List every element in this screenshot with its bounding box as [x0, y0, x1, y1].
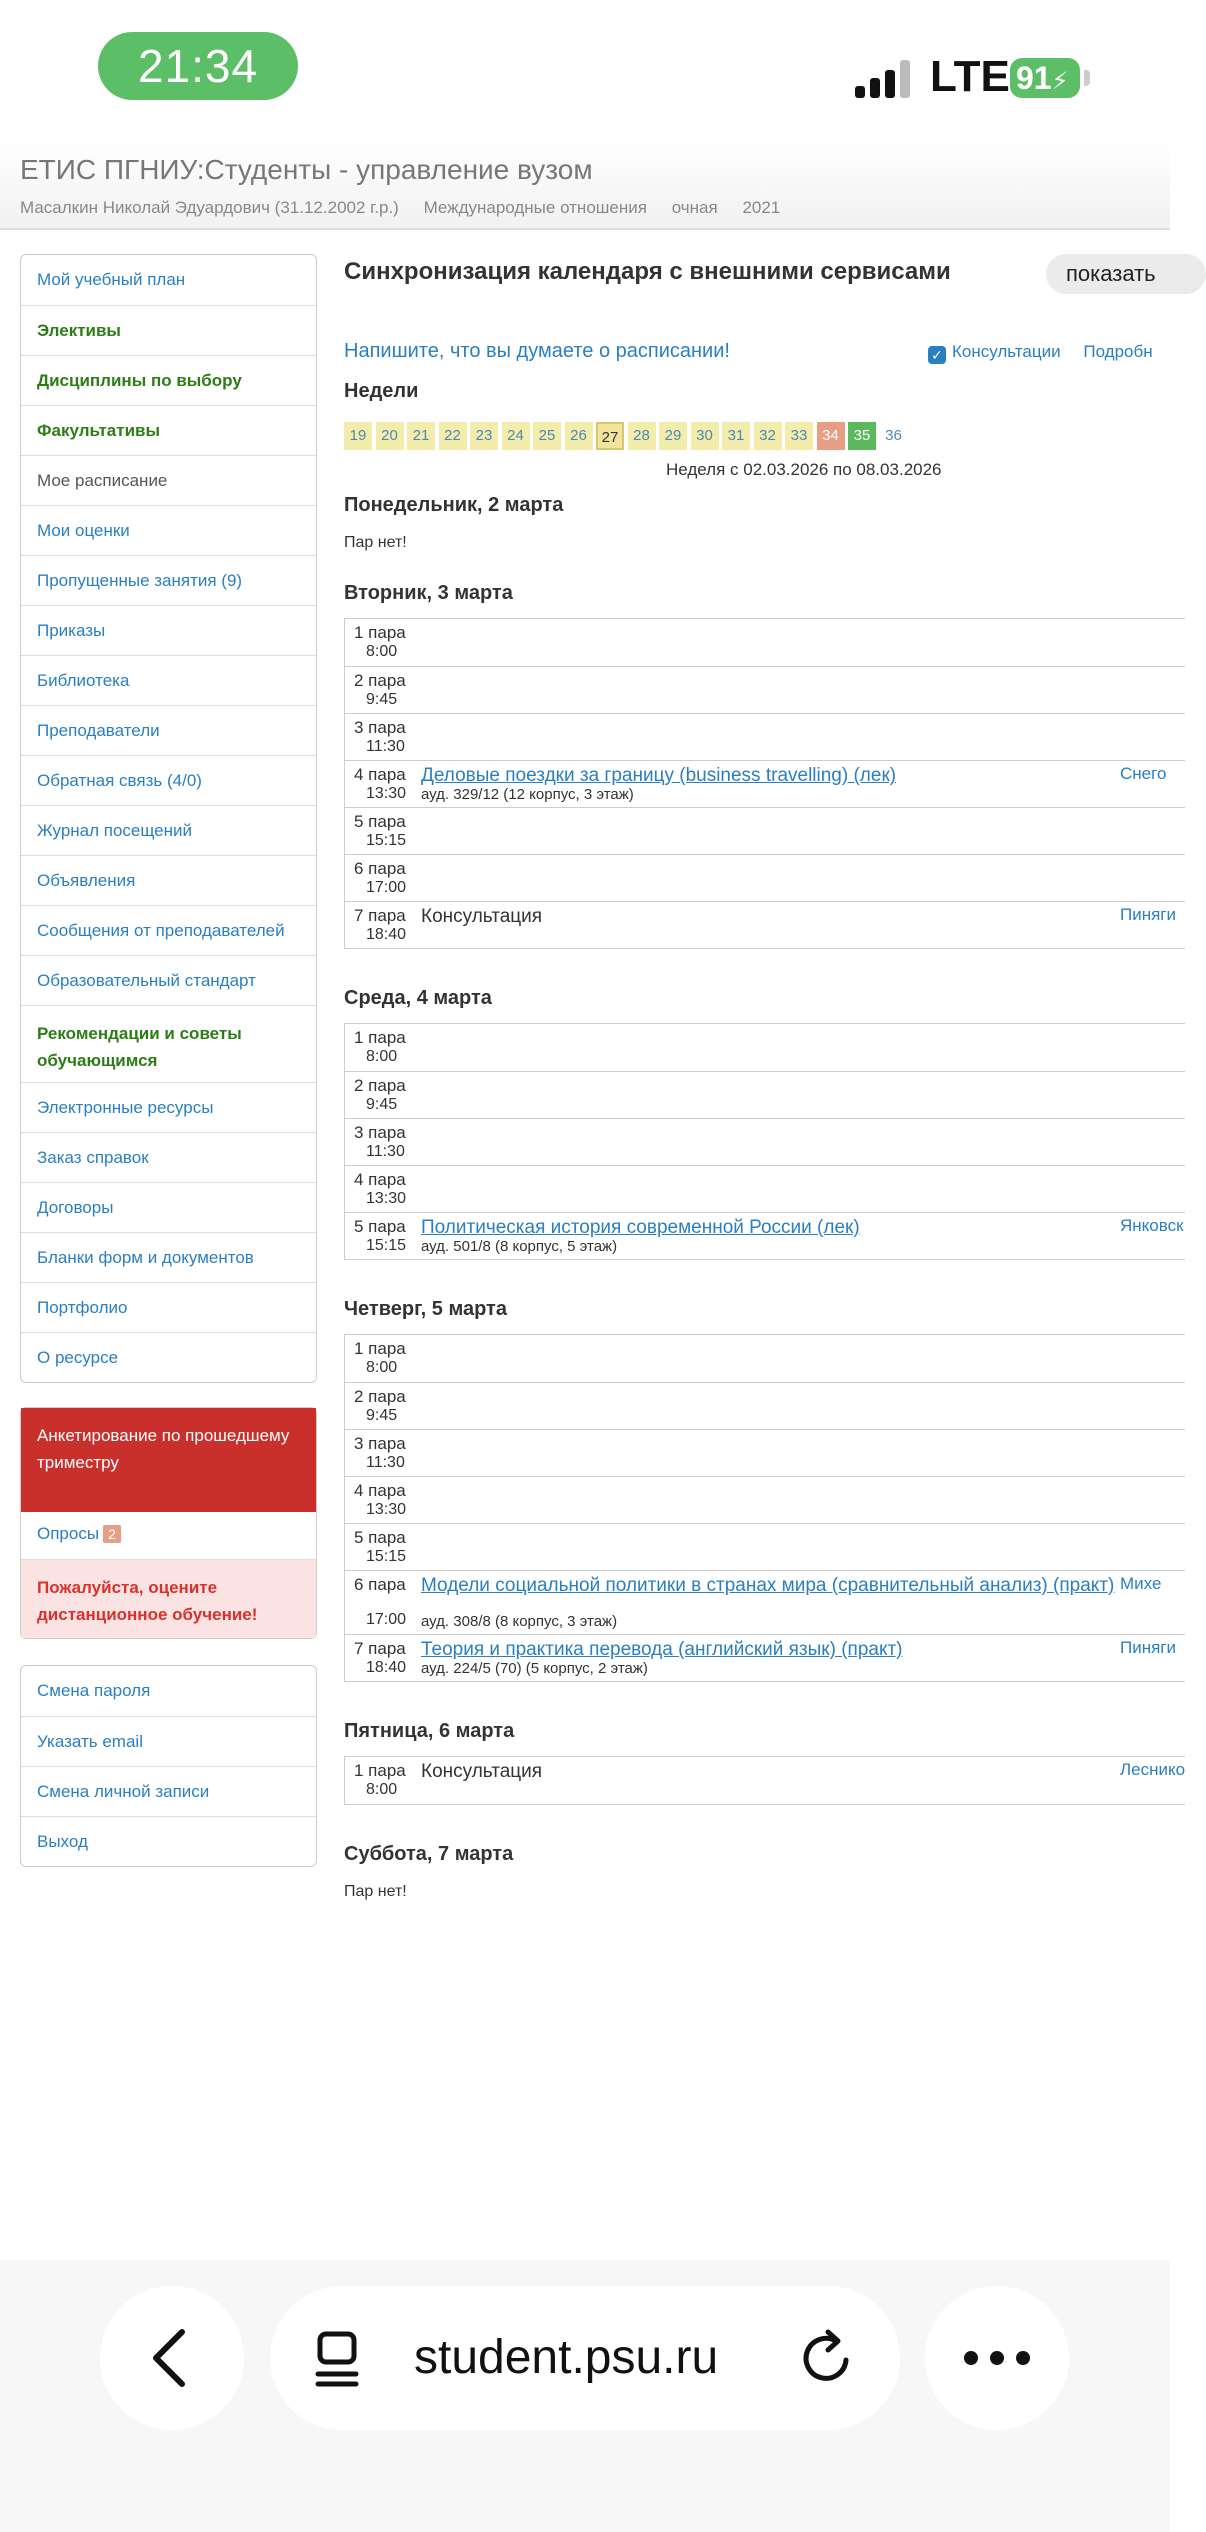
period-number: 4 пара	[354, 1170, 406, 1189]
period-number: 5 пара	[354, 812, 406, 831]
room-info: ауд. 501/8 (8 корпус, 5 этаж)	[421, 1238, 618, 1255]
sidebar-item[interactable]: Договоры	[21, 1182, 316, 1232]
week-29[interactable]: 29	[659, 422, 687, 450]
teacher-link[interactable]: Пиняги	[1120, 905, 1177, 924]
table-row	[345, 1476, 1185, 1523]
no-classes-text: Пар нет!	[344, 534, 407, 551]
site-title: ЕТИС ПГНИУ:Студенты - управление вузом	[20, 154, 593, 185]
table-row	[345, 1024, 1185, 1071]
account-nav	[20, 1665, 317, 1867]
week-34[interactable]: 34	[817, 422, 845, 450]
week-26[interactable]: 26	[565, 422, 593, 450]
sidebar-nav	[20, 254, 317, 1383]
sidebar-item[interactable]: Мой учебный план	[37, 270, 186, 289]
sidebar-item[interactable]: Рекомендации и советы обучающимся	[21, 1005, 316, 1082]
sidebar-item[interactable]: Элективы	[21, 305, 316, 355]
week-19[interactable]: 19	[344, 422, 372, 450]
table-row	[345, 854, 1185, 901]
period-time: 9:45	[366, 1096, 398, 1113]
table-row	[345, 760, 1185, 807]
week-23[interactable]: 23	[470, 422, 498, 450]
sidebar-item[interactable]: Мое расписание	[21, 455, 316, 505]
sidebar-item[interactable]: Журнал посещений	[21, 805, 316, 855]
feedback-link[interactable]: Напишите, что вы думаете о расписании!	[344, 340, 730, 362]
teacher-link[interactable]: Снего	[1120, 764, 1167, 783]
student-program: Международные отношения	[423, 198, 647, 217]
day-title: Пятница, 6 марта	[344, 1720, 515, 1742]
teacher-link[interactable]: Леснико	[1120, 1760, 1186, 1779]
sidebar-item[interactable]: Мои оценки	[21, 505, 316, 555]
sidebar-item[interactable]: Приказы	[21, 605, 316, 655]
week-33[interactable]: 33	[785, 422, 813, 450]
consult-label[interactable]: Консультации	[952, 342, 1061, 361]
week-20[interactable]: 20	[376, 422, 404, 450]
reload-icon[interactable]	[790, 2286, 870, 2430]
teacher-link[interactable]: Янковск	[1120, 1216, 1184, 1235]
table-row	[345, 713, 1185, 760]
sidebar-item[interactable]: Факультативы	[21, 405, 316, 455]
table-row	[345, 807, 1185, 854]
period-number: 7 пара	[354, 1639, 406, 1658]
period-time: 8:00	[366, 1359, 398, 1376]
site-header	[0, 140, 1170, 230]
schedule-table	[344, 1334, 1185, 1682]
week-27[interactable]: 27	[596, 422, 624, 450]
survey-title[interactable]: Анкетирование по прошедшему триместру	[21, 1408, 316, 1512]
sidebar-item[interactable]: Пропущенные занятия (9)	[21, 555, 316, 605]
period-time: 15:15	[366, 1237, 407, 1254]
sidebar-item[interactable]: Электронные ресурсы	[21, 1082, 316, 1132]
more-icon	[925, 2286, 1069, 2430]
student-info	[20, 198, 800, 218]
teacher-link[interactable]: Пиняги	[1120, 1638, 1177, 1657]
schedule-table	[344, 1756, 1185, 1805]
period-time: 8:00	[366, 643, 398, 660]
period-time: 11:30	[366, 1143, 405, 1160]
week-30[interactable]: 30	[691, 422, 719, 450]
sidebar-item[interactable]: Дисциплины по выбору	[21, 355, 316, 405]
period-time: 15:15	[366, 832, 407, 849]
sidebar-item[interactable]: Заказ справок	[21, 1132, 316, 1182]
polls-count-badge: 2	[103, 1525, 121, 1543]
week-21[interactable]: 21	[407, 422, 435, 450]
period-number: 4 пара	[354, 1481, 406, 1500]
period-number: 3 пара	[354, 1434, 406, 1453]
period-number: 5 пара	[354, 1217, 406, 1236]
student-name: Масалкин Николай Эдуардович (31.12.2002 г.р.)	[20, 198, 399, 217]
url-text[interactable]: student.psu.ru	[414, 2331, 719, 2384]
sidebar-item[interactable]: Обратная связь (4/0)	[21, 755, 316, 805]
schedule-table	[344, 618, 1185, 949]
week-22[interactable]: 22	[439, 422, 467, 450]
status-time: 21:34	[98, 32, 298, 100]
period-time: 8:00	[366, 1781, 398, 1798]
period-time: 15:15	[366, 1548, 407, 1565]
reader-icon[interactable]	[270, 2286, 414, 2430]
period-number: 7 пара	[354, 906, 406, 925]
consult-filter[interactable]	[928, 342, 1153, 364]
survey-warning[interactable]: Пожалуйста, оцените дистанционное обучение!	[21, 1560, 316, 1638]
week-24[interactable]: 24	[502, 422, 530, 450]
battery-tip	[1084, 70, 1090, 86]
checkbox-checked-icon[interactable]: ✓	[928, 346, 946, 364]
table-row	[345, 619, 1185, 666]
sidebar-item[interactable]: О ресурсе	[21, 1332, 316, 1382]
day-title: Четверг, 5 марта	[344, 1298, 507, 1320]
room-info: ауд. 224/5 (70) (5 корпус, 2 этаж)	[421, 1660, 648, 1677]
battery-level: 91	[1016, 60, 1052, 96]
period-time: 17:00	[366, 1611, 407, 1628]
subject-link[interactable]: Модели социальной политики в странах мира (сравнительный анализ) (практ)	[421, 1575, 1115, 1596]
period-number: 2 пара	[354, 1387, 406, 1406]
polls-link[interactable]	[21, 1512, 316, 1560]
period-number: 1 пара	[354, 1761, 406, 1780]
day-title: Вторник, 3 марта	[344, 582, 513, 604]
sidebar-item[interactable]: Образовательный стандарт	[21, 955, 316, 1005]
sidebar-item[interactable]: Объявления	[21, 855, 316, 905]
survey-panel	[20, 1407, 317, 1639]
weeks-title: Недели	[344, 380, 419, 402]
period-number: 2 пара	[354, 671, 406, 690]
no-classes-text: Пар нет!	[344, 1883, 407, 1900]
table-row	[345, 1212, 1185, 1259]
address-bar[interactable]	[270, 2286, 900, 2430]
period-number: 3 пара	[354, 1123, 406, 1142]
period-time: 13:30	[366, 1190, 407, 1207]
period-number: 3 пара	[354, 718, 406, 737]
sidebar-item[interactable]: Библиотека	[21, 655, 316, 705]
week-32[interactable]: 32	[754, 422, 782, 450]
details-link[interactable]: Подробн	[1083, 342, 1153, 361]
period-number: 2 пара	[354, 1076, 406, 1095]
subject-link[interactable]: Деловые поездки за границу (business travelling) (лек)	[421, 765, 897, 786]
period-time: 9:45	[366, 691, 398, 708]
back-button[interactable]	[100, 2286, 244, 2430]
week-31[interactable]: 31	[722, 422, 750, 450]
sync-title: Синхронизация календаря с внешними сервисами	[344, 258, 951, 285]
period-number: 1 пара	[354, 1339, 406, 1358]
sidebar-item[interactable]: Портфолио	[21, 1282, 316, 1332]
day-title: Понедельник, 2 марта	[344, 494, 564, 516]
sidebar-item[interactable]: Сообщения от преподавателей	[21, 905, 316, 955]
day-title: Суббота, 7 марта	[344, 1843, 514, 1865]
table-row	[345, 1118, 1185, 1165]
table-row	[345, 1634, 1185, 1681]
table-row	[345, 1335, 1185, 1382]
account-item[interactable]: Смена пароля	[37, 1681, 151, 1700]
week-range: Неделя с 02.03.2026 по 08.03.2026	[666, 460, 942, 479]
status-bar	[0, 0, 1170, 140]
period-time: 13:30	[366, 785, 407, 802]
student-form: очная	[671, 198, 718, 217]
week-28[interactable]: 28	[628, 422, 656, 450]
period-time: 11:30	[366, 1454, 405, 1471]
subject-link[interactable]: Теория и практика перевода (английский язык) (практ)	[421, 1639, 903, 1660]
schedule-table	[344, 1023, 1185, 1260]
table-row	[345, 1071, 1185, 1118]
period-number: 6 пара	[354, 859, 406, 878]
sidebar-item[interactable]: Бланки форм и документов	[21, 1232, 316, 1282]
subject-link[interactable]: Политическая история современной России (лек)	[421, 1217, 860, 1238]
sidebar-item[interactable]: Преподаватели	[21, 705, 316, 755]
polls-label[interactable]: Опросы	[37, 1524, 100, 1543]
table-row	[345, 666, 1185, 713]
day-title: Среда, 4 марта	[344, 987, 492, 1009]
account-item[interactable]: Смена личной записи	[21, 1766, 316, 1816]
period-time: 11:30	[366, 738, 405, 755]
signal-icon	[855, 60, 915, 98]
table-row	[345, 1165, 1185, 1212]
table-row	[345, 901, 1185, 948]
period-number: 1 пара	[354, 623, 406, 642]
battery-icon: 91⚡	[1010, 58, 1080, 98]
period-time: 9:45	[366, 1407, 398, 1424]
student-year: 2021	[742, 198, 781, 217]
period-number: 1 пара	[354, 1028, 406, 1047]
network-label: LTE	[930, 52, 1010, 101]
account-item[interactable]: Выход	[21, 1816, 316, 1866]
period-number: 6 пара	[354, 1575, 406, 1594]
week-36[interactable]: 36	[885, 427, 902, 444]
subject-text: Консультация	[421, 1761, 543, 1782]
account-item[interactable]: Указать email	[21, 1716, 316, 1766]
period-time: 18:40	[366, 926, 407, 943]
subject-text: Консультация	[421, 906, 543, 927]
more-button[interactable]	[925, 2286, 1069, 2430]
sidebar	[20, 254, 317, 1867]
period-number: 5 пара	[354, 1528, 406, 1547]
period-time: 17:00	[366, 879, 407, 896]
table-row	[345, 1429, 1185, 1476]
chevron-left-icon	[100, 2286, 244, 2430]
week-25[interactable]: 25	[533, 422, 561, 450]
week-35[interactable]: 35	[848, 422, 876, 450]
week-selector	[344, 422, 911, 450]
room-info: ауд. 308/8 (8 корпус, 3 этаж)	[421, 1613, 618, 1630]
room-info: ауд. 329/12 (12 корпус, 3 этаж)	[421, 786, 634, 803]
table-row	[345, 1570, 1185, 1634]
table-row	[345, 1382, 1185, 1429]
period-time: 18:40	[366, 1659, 407, 1676]
period-number: 4 пара	[354, 765, 406, 784]
show-button[interactable]: показать	[1046, 254, 1206, 294]
period-time: 8:00	[366, 1048, 398, 1065]
table-row	[345, 1757, 1185, 1804]
teacher-link[interactable]: Михе	[1120, 1574, 1162, 1593]
table-row	[345, 1523, 1185, 1570]
period-time: 13:30	[366, 1501, 407, 1518]
